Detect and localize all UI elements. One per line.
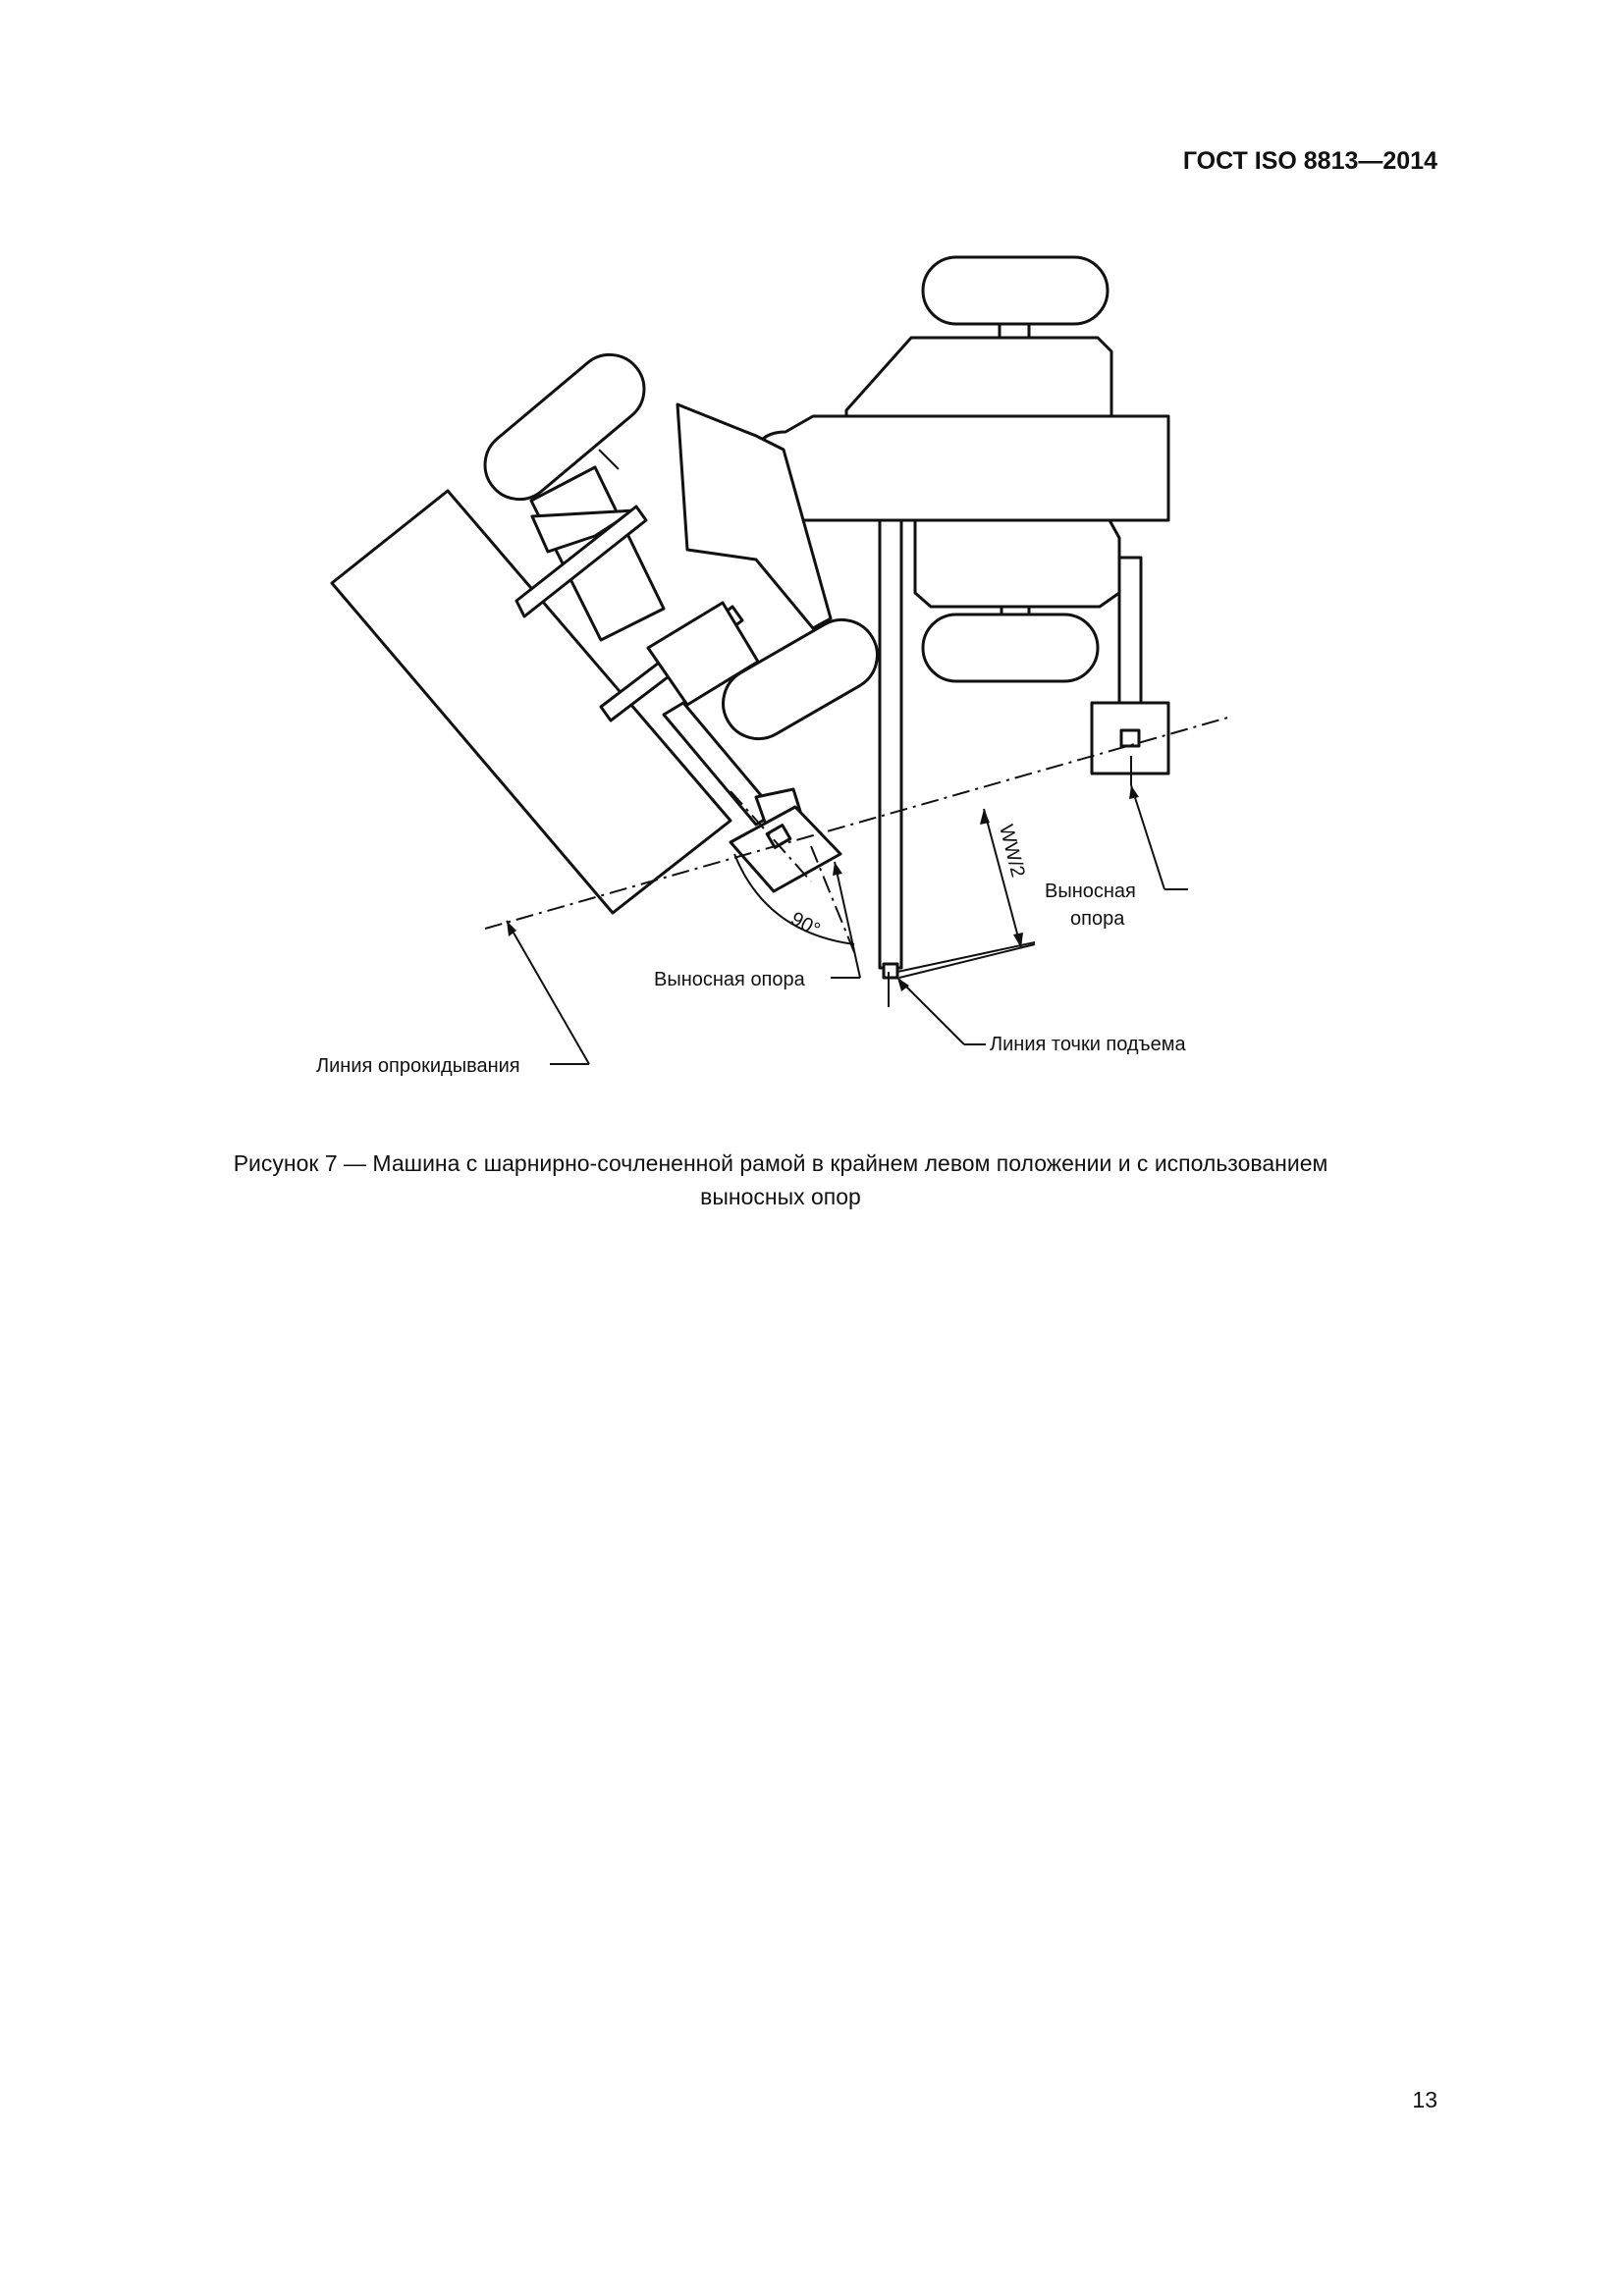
lift-point-leader (897, 978, 1187, 1055)
caption-line-2: выносных опор (700, 1184, 861, 1209)
tipping-line-leader (316, 921, 589, 1077)
dimension-ww2 (980, 809, 1029, 948)
engine-block (915, 520, 1119, 607)
left-outrigger-leader (654, 862, 860, 990)
blade (332, 491, 731, 913)
outrigger-right-label-2: опора (1070, 908, 1125, 930)
tipping-line-label: Линия опрокидывания (316, 1055, 520, 1077)
figure-7-diagram (0, 0, 1624, 1129)
angle-label: 90° (786, 907, 824, 941)
lift-point-label: Линия точки подъема (990, 1034, 1186, 1055)
outrigger-left-label: Выносная опора (654, 969, 805, 990)
dimension-label: WW/2 (995, 822, 1029, 881)
rear-body (752, 416, 1168, 520)
rear-top-wheel (923, 257, 1108, 324)
figure-caption (137, 1147, 1424, 1213)
caption-line-1: Рисунок 7 — Машина с шарнирно-сочлененной рамой в крайнем левом положении и с использованием (233, 1150, 1328, 1176)
cab (846, 338, 1111, 420)
rear-bottom-wheel (923, 614, 1098, 681)
central-boom (880, 520, 901, 968)
page-number: 13 (1412, 2087, 1437, 2112)
right-outrigger-leader (1045, 785, 1188, 930)
outrigger-right-label-1: Выносная (1045, 881, 1136, 902)
document-standard-header: ГОСТ ISO 8813—2014 (1182, 147, 1437, 175)
